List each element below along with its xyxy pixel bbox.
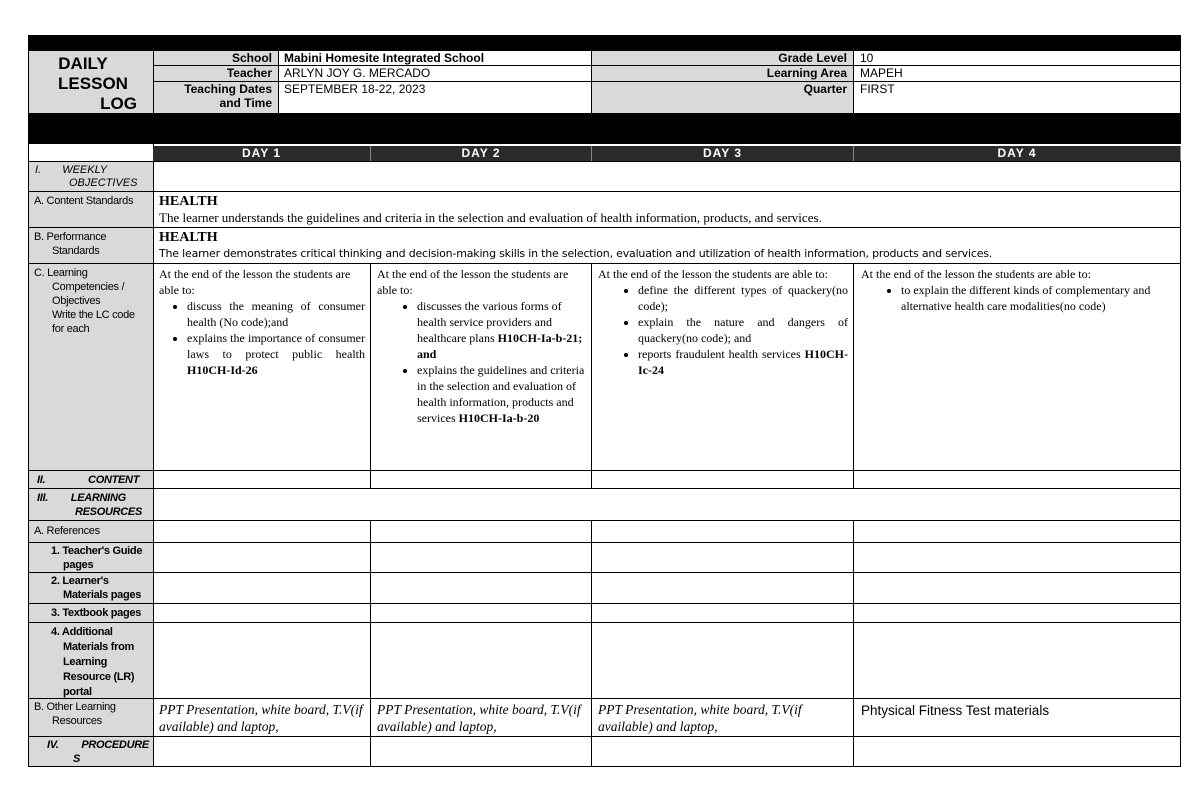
competencies-day1 (153, 263, 371, 471)
competencies-label-5: for each (52, 323, 90, 335)
content-standards-heading: HEALTH (159, 194, 218, 209)
learners-materials-day3 (591, 572, 854, 604)
references-day4 (853, 520, 1181, 543)
dates-label-cell (153, 81, 279, 114)
learners-materials-day2 (370, 572, 592, 604)
day1-intro: At the end of the lesson the students are able to: (159, 267, 351, 297)
additional-label-3: Learning (63, 656, 108, 668)
other-resources-day3-text: PPT Presentation, white board, T.V(if available) and laptop, (598, 702, 802, 734)
textbook-day1 (153, 603, 371, 623)
references-day2 (370, 520, 592, 543)
day1-objective-1: • discuss the meaning of consumer health (No code);and (187, 298, 365, 330)
other-resources-day2 (370, 698, 592, 737)
learners-materials-day1 (153, 572, 371, 604)
other-resources-day3 (591, 698, 854, 737)
content-standards-label (28, 191, 154, 228)
other-resources-day1 (153, 698, 371, 737)
additional-day3 (591, 622, 854, 699)
performance-standards-label-1: B. Performance (34, 231, 107, 243)
content-label (28, 470, 154, 489)
teachers-guide-label-1: 1. Teacher's Guide (51, 545, 143, 557)
school-value: Mabini Homesite Integrated School (284, 51, 485, 65)
day3-intro: At the end of the lesson the students are able to: (598, 267, 828, 281)
learners-materials-label-1: 2. Learner's (51, 575, 109, 587)
content-day3 (591, 470, 854, 489)
school-value-cell (278, 50, 592, 66)
day2-objective-2-text: explains the guidelines and criteria in the selection and evaluation of health information, products and services (417, 363, 585, 425)
quarter-label-cell (591, 81, 854, 114)
other-resources-day4-text: Phtysical Fitness Test materials (861, 703, 1050, 718)
dates-value: SEPTEMBER 18-22, 2023 (284, 82, 426, 96)
learners-materials-label (28, 572, 154, 604)
day2-intro: At the end of the lesson the students are able to: (377, 267, 569, 297)
day2-objective-1 (417, 298, 586, 362)
performance-standards-content (153, 227, 1181, 264)
teachers-guide-day1 (153, 542, 371, 573)
additional-day1 (153, 622, 371, 699)
procedures-day3 (591, 736, 854, 767)
grade-label-cell (591, 50, 854, 66)
textbook-day2 (370, 603, 592, 623)
area-value: MAPEH (860, 66, 903, 80)
day2-objective-1-code: H10CH-Ia-b-21; and (417, 331, 583, 361)
procedures-label (28, 736, 154, 767)
additional-label-1: 4. Additional (51, 626, 113, 638)
procedures-num: IV. (47, 739, 59, 751)
teacher-value: ARLYN JOY G. MERCADO (284, 66, 431, 80)
day-4-header: DAY 4 (854, 146, 1181, 161)
learners-materials-day4 (853, 572, 1181, 604)
top-bar (28, 35, 1181, 50)
other-resources-day4 (853, 698, 1181, 737)
teacher-label: Teacher (226, 66, 272, 80)
day3-objective-3-text: reports fraudulent health services (638, 347, 805, 361)
content-day2 (370, 470, 592, 489)
weekly-objectives-content (153, 161, 1181, 192)
school-label: School (231, 51, 272, 65)
textbook-day4 (853, 603, 1181, 623)
dates-label-1: Teaching Dates (184, 82, 272, 96)
learners-materials-label-2: Materials pages (63, 589, 142, 601)
day4-objective-1: • to explain the different kinds of complementary and alternative health care modalities(no code) (901, 282, 1169, 314)
content-standards-content (153, 191, 1181, 228)
day2-objective-2 (417, 362, 586, 426)
references-label (28, 520, 154, 543)
competencies-label-4: Write the LC code (52, 309, 135, 321)
area-value-cell (853, 65, 1181, 82)
performance-standards-text: The learner demonstrates critical thinking and decision-making skills in the selection, evaluation and utilization of health information, products and services. (159, 247, 993, 260)
day2-objective-1-text: discusses the various forms of health service providers and healthcare plans (417, 299, 562, 345)
other-resources-label-1: B. Other Learning (34, 701, 116, 713)
additional-label-5: portal (63, 686, 92, 698)
procedures-day1 (153, 736, 371, 767)
other-resources-day2-text: PPT Presentation, white board, T.V(if available) and laptop, (377, 702, 581, 734)
day3-objective-3 (638, 346, 848, 378)
day3-objective-3-code: H10CH-Ic-24 (638, 347, 848, 377)
competencies-label (28, 263, 154, 471)
competencies-day4 (853, 263, 1181, 471)
weekly-objectives-label-2: OBJECTIVES (69, 177, 138, 189)
content-standards-text: The learner understands the guidelines and criteria in the selection and evaluation of health information, products, and services. (159, 210, 822, 225)
learning-resources-label (28, 488, 154, 521)
other-resources-label (28, 698, 154, 737)
textbook-label (28, 603, 154, 623)
other-resources-label-2: Resources (52, 715, 102, 727)
content-num: II. (37, 474, 46, 486)
content-label-text: CONTENT (88, 474, 140, 486)
dates-label-2: and Time (219, 96, 272, 110)
area-label-cell (591, 65, 854, 82)
references-day1 (153, 520, 371, 543)
references-label-text: A. References (34, 525, 100, 537)
teachers-guide-label-2: pages (63, 559, 94, 571)
day-3-header: DAY 3 (592, 146, 854, 161)
competencies-label-1: C. Learning (34, 267, 88, 279)
additional-label-4: Resource (LR) (63, 671, 135, 683)
title-line-2: LESSON (58, 74, 128, 93)
competencies-day3 (591, 263, 854, 471)
teacher-label-cell (153, 65, 279, 82)
dates-value-cell (278, 81, 592, 114)
teachers-guide-day4 (853, 542, 1181, 573)
procedures-label-2: S (73, 753, 81, 765)
learning-resources-content (153, 488, 1181, 521)
title-line-1: DAILY (58, 54, 108, 73)
teachers-guide-label (28, 542, 154, 573)
performance-standards-label-2: Standards (52, 245, 100, 257)
content-day4 (853, 470, 1181, 489)
day3-objective-2: • explain the nature and dangers of quackery(no code); and (638, 314, 848, 346)
quarter-label: Quarter (803, 82, 847, 96)
weekly-objectives-label-1: WEEKLY (62, 164, 108, 176)
separator-band (28, 113, 1181, 144)
grade-value: 10 (860, 51, 874, 65)
day1-objective-2-text: explains the importance of consumer laws to protect public health (187, 331, 365, 361)
day1-objective-2-code: H10CH-Id-26 (187, 363, 258, 377)
performance-standards-heading: HEALTH (159, 230, 218, 245)
procedures-label-1: PROCEDURE (81, 739, 149, 751)
additional-label-2: Materials from (63, 641, 134, 653)
competencies-label-3: Objectives (52, 295, 101, 307)
grade-label: Grade Level (778, 51, 847, 65)
quarter-value: FIRST (860, 82, 895, 96)
procedures-day4 (853, 736, 1181, 767)
day-header-row-blank (28, 144, 154, 161)
learning-resources-label-2: RESOURCES (75, 506, 142, 518)
content-day1 (153, 470, 371, 489)
day3-objective-1: • define the different types of quackery(no code); (638, 282, 848, 314)
additional-day2 (370, 622, 592, 699)
textbook-label-text: 3. Textbook pages (51, 607, 142, 619)
textbook-day3 (591, 603, 854, 623)
weekly-objectives-label (28, 161, 154, 192)
content-standards-label-text: A. Content Standards (34, 195, 134, 207)
weekly-objectives-num: I. (35, 164, 42, 176)
learning-resources-num: III. (37, 492, 49, 504)
teachers-guide-day3 (591, 542, 854, 573)
grade-value-cell (853, 50, 1181, 66)
daily-lesson-log-title (28, 50, 154, 114)
teacher-value-cell (278, 65, 592, 82)
teachers-guide-day2 (370, 542, 592, 573)
performance-standards-label (28, 227, 154, 264)
learning-resources-label-1: LEARNING (70, 492, 126, 504)
references-day3 (591, 520, 854, 543)
additional-day4 (853, 622, 1181, 699)
day-2-header: DAY 2 (371, 146, 592, 161)
day1-objective-2 (187, 330, 365, 378)
title-line-3: LOG (100, 94, 137, 113)
other-resources-day1-text: PPT Presentation, white board, T.V(if available) and laptop, (159, 702, 363, 734)
competencies-day2 (370, 263, 592, 471)
quarter-value-cell (853, 81, 1181, 114)
additional-materials-label (28, 622, 154, 699)
area-label: Learning Area (766, 66, 847, 80)
day2-objective-2-code: H10CH-Ia-b-20 (458, 411, 540, 425)
day-1-header: DAY 1 (153, 146, 371, 161)
school-label-cell (153, 50, 279, 66)
competencies-label-2: Competencies / (52, 281, 125, 293)
day4-intro: At the end of the lesson the students are able to: (861, 267, 1091, 281)
procedures-day2 (370, 736, 592, 767)
